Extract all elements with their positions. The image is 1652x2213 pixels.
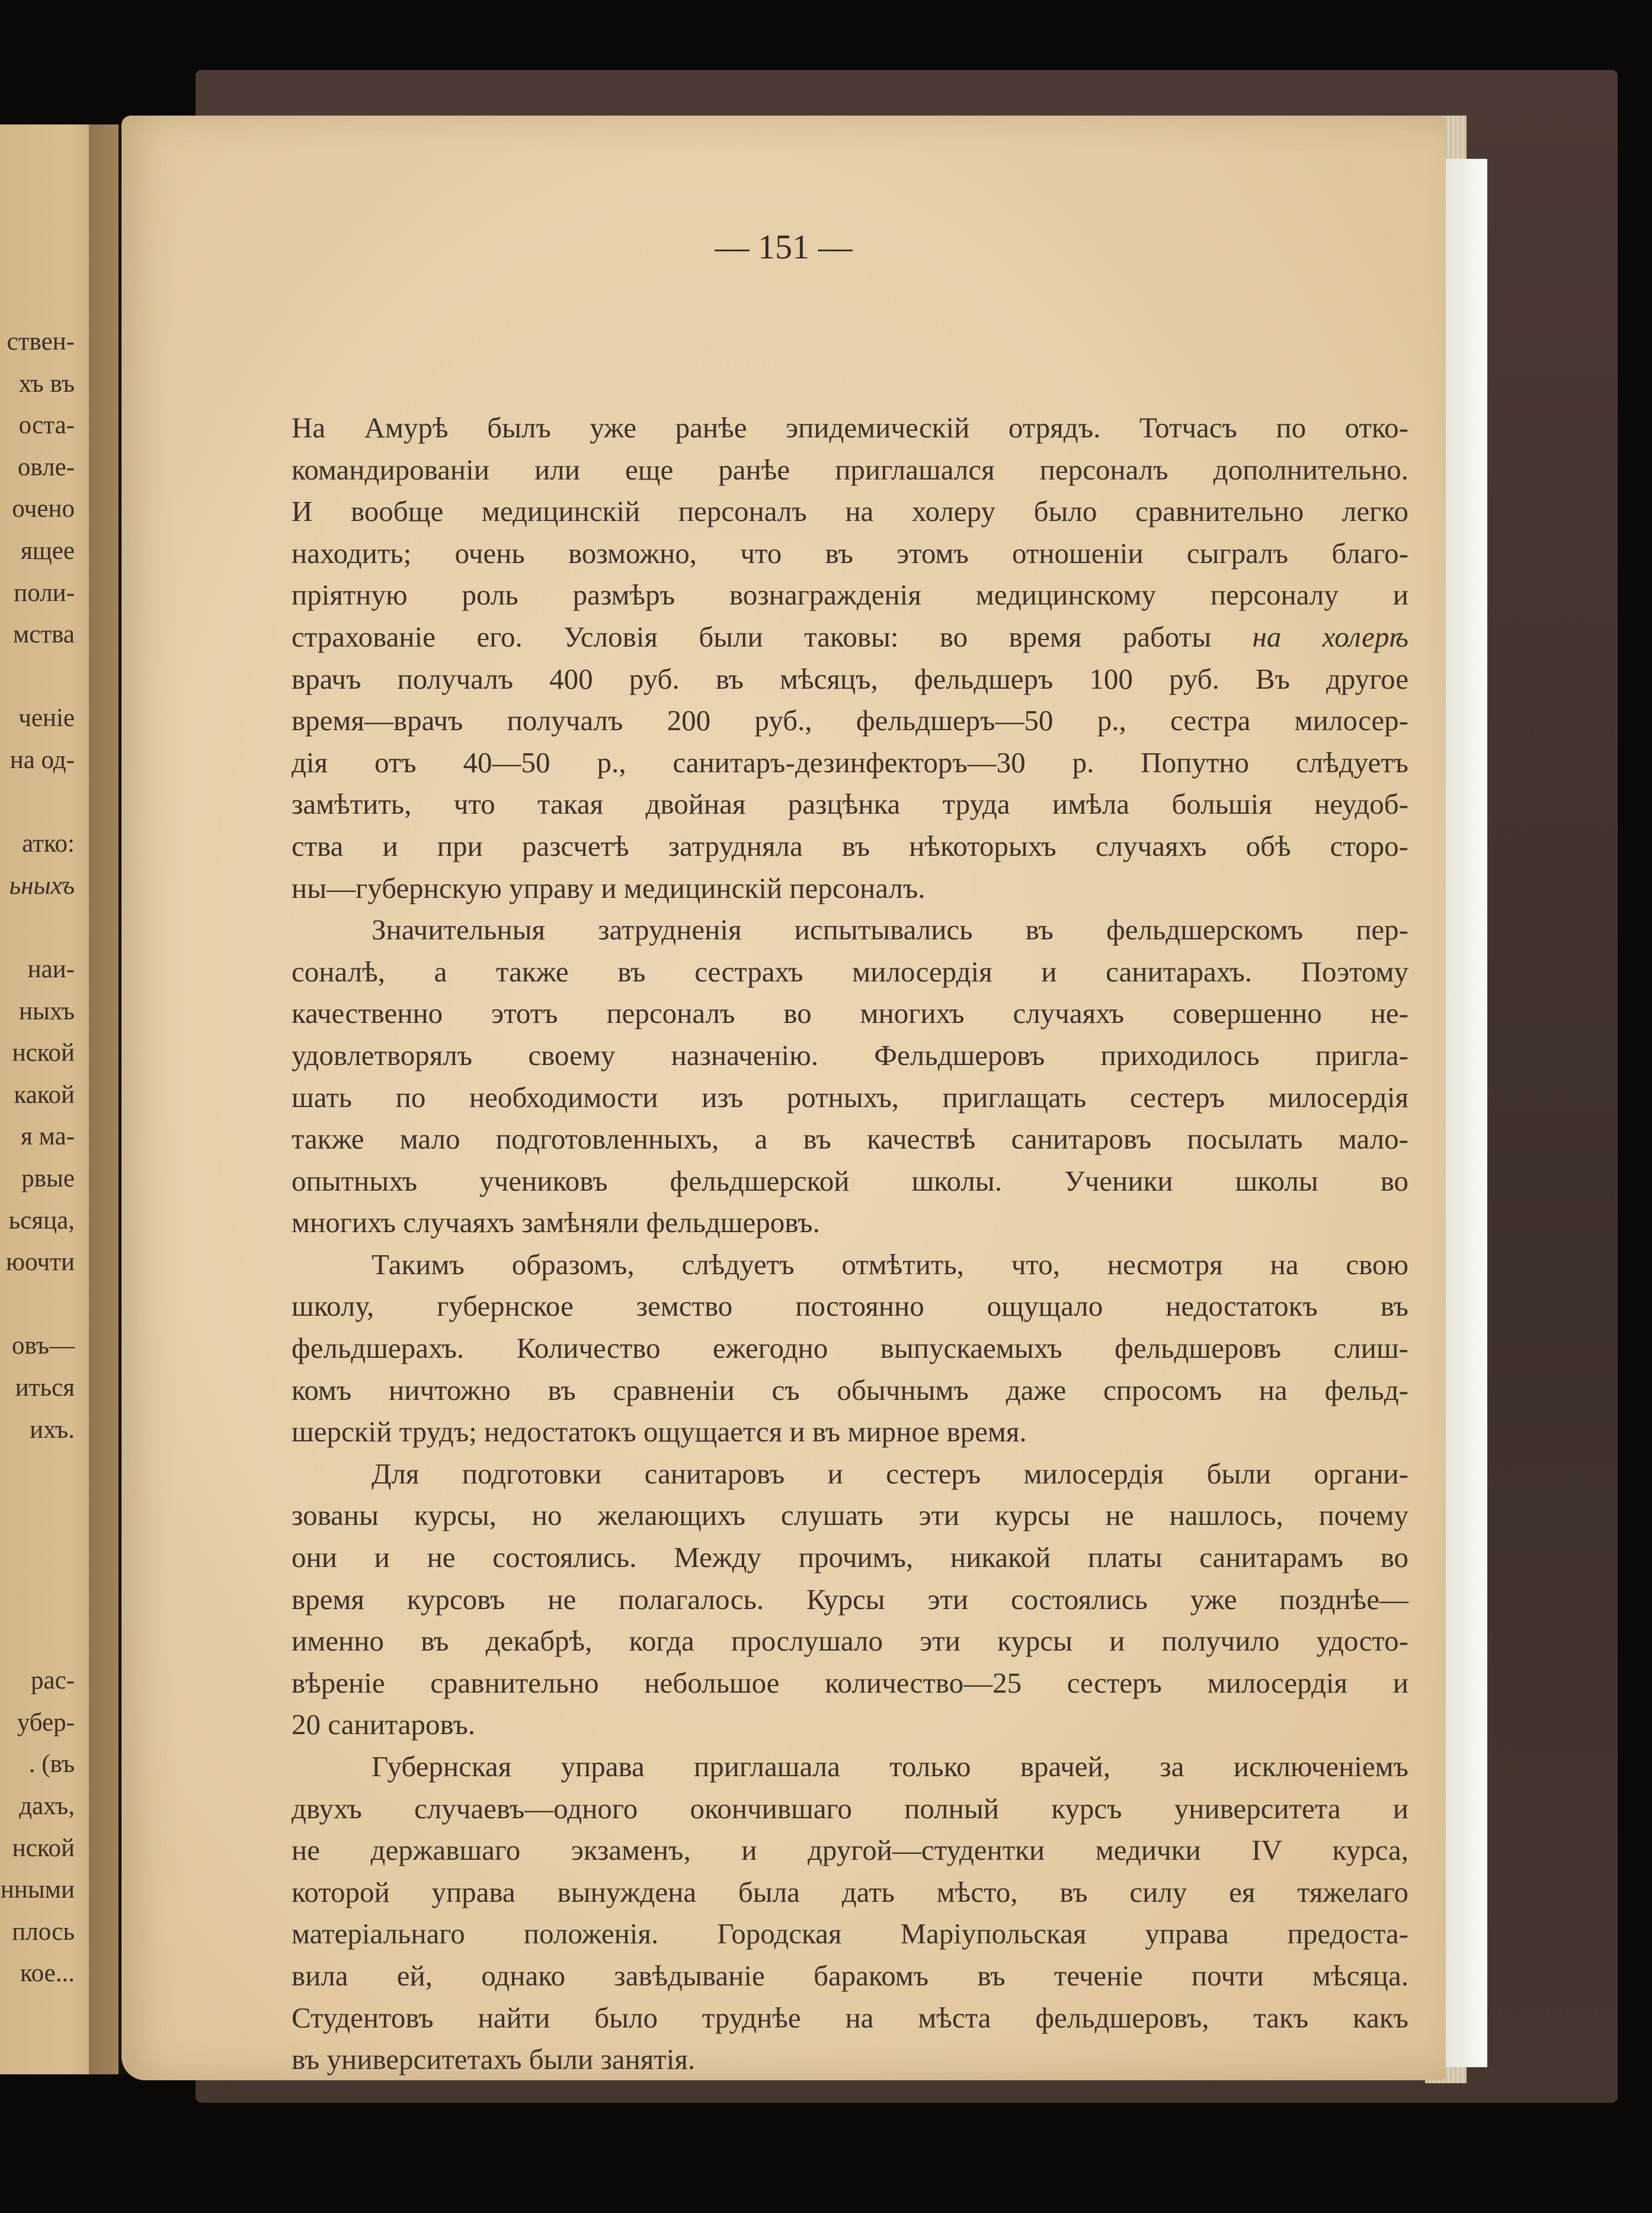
left-page-fragment: я ма- bbox=[21, 1123, 75, 1151]
text-line: На Амурѣ былъ уже ранѣе эпидемическій отрядъ. Тотчасъ по отко- bbox=[292, 411, 1408, 444]
text-line: двухъ случаевъ—одного окончившаго полный курсъ университета и bbox=[292, 1792, 1408, 1825]
left-page-fragment: ныхъ bbox=[19, 997, 75, 1025]
left-page-fragment: ьсяца, bbox=[8, 1206, 75, 1235]
book-page bbox=[121, 116, 1446, 2080]
left-page-fragment: ченіе bbox=[18, 704, 75, 733]
left-page-fragment: на од- bbox=[9, 746, 75, 774]
text-line: командированіи или еще ранѣе приглашался персоналъ дополнительно. bbox=[292, 453, 1408, 486]
left-page-fragment: рвые bbox=[21, 1165, 75, 1192]
italic-run: на холерѣ bbox=[1252, 620, 1409, 653]
paragraph bbox=[292, 1746, 1408, 2081]
text-line: школу, губернское земство постоянно ощущало недостатокъ въ bbox=[292, 1290, 1408, 1323]
left-page-fragment: очено bbox=[12, 495, 75, 523]
left-page-fragment: оста- bbox=[18, 411, 75, 440]
left-page-fragment: нской bbox=[12, 1834, 75, 1862]
text-line: 20 санитаровъ. bbox=[292, 1708, 476, 1741]
left-page-fragment: какой bbox=[14, 1080, 75, 1109]
left-page-fragment: поли- bbox=[14, 578, 75, 607]
text-line: Губернская управа приглашала только врачей, за исключеніемъ bbox=[372, 1750, 1408, 1783]
text-line: они и не состоялись. Между прочимъ, никакой платы санитарамъ во bbox=[292, 1541, 1408, 1574]
text-line: врачъ получалъ 400 руб. въ мѣсяцъ, фельдшеръ 100 руб. Въ другое bbox=[292, 662, 1408, 695]
page-number: — 151 — bbox=[715, 228, 853, 266]
left-page-fragment: атко: bbox=[22, 830, 75, 858]
text-line: ства и при разсчетѣ затрудняла въ нѣкоторыхъ случаяхъ обѣ сторо- bbox=[292, 829, 1408, 862]
text-line: зованы курсы, но желающихъ слушать эти курсы не нашлось, почему bbox=[292, 1499, 1408, 1532]
left-page-fragment: овле- bbox=[17, 453, 75, 481]
text-line: Для подготовки санитаровъ и сестеръ милосердія были органи- bbox=[372, 1457, 1408, 1490]
text-line: Значительныя затрудненія испытывались въ фельдшерскомъ пер- bbox=[372, 913, 1408, 946]
text-line: замѣтить, что такая двойная разцѣнка труда имѣла большія неудоб- bbox=[292, 788, 1408, 821]
text-line: также мало подготовленныхъ, а въ качествѣ санитаровъ посылать мало- bbox=[292, 1123, 1408, 1156]
text-line: время—врачъ получалъ 200 руб., фельдшеръ—50 р., сестра милосер- bbox=[292, 704, 1408, 737]
flyleaf bbox=[1446, 159, 1487, 2067]
text-line: вила ей, однако завѣдываніе баракомъ въ теченіе почти мѣсяца. bbox=[292, 1959, 1408, 1992]
left-page-fragment: овъ— bbox=[12, 1332, 75, 1360]
left-page-fragment: юочти bbox=[6, 1248, 75, 1277]
text-line: не державшаго экзаменъ, и другой—студентки медички IV курса, bbox=[292, 1834, 1408, 1867]
text-line: фельдшерахъ. Количество ежегодно выпускаемыхъ фельдшеровъ слиш- bbox=[292, 1332, 1408, 1365]
text-line: опытныхъ учениковъ фельдшерской школы. Ученики школы во bbox=[292, 1164, 1408, 1197]
left-page-fragment: плось bbox=[12, 1917, 75, 1946]
text-line: Такимъ образомъ, слѣдуетъ отмѣтить, что, несмотря на свою bbox=[372, 1248, 1408, 1281]
left-page-fragment: нской bbox=[12, 1039, 75, 1067]
left-page-fragment: ящее bbox=[20, 537, 75, 565]
paragraph bbox=[292, 909, 1408, 1244]
text-line bbox=[292, 616, 1408, 658]
text-line: въ университетахъ были занятія. bbox=[292, 2043, 696, 2076]
text-line: дія отъ 40—50 р., санитаръ-дезинфекторъ—30 р. Попутно слѣдуетъ bbox=[292, 746, 1408, 779]
left-page-fragment: мства bbox=[13, 621, 75, 649]
left-page-fragment: иться bbox=[15, 1374, 75, 1402]
text-line: которой управа вынуждена была дать мѣсто, въ силу ея тяжелаго bbox=[292, 1875, 1408, 1908]
left-page-fragment: ихъ. bbox=[30, 1415, 75, 1444]
left-page-fragment: кое... bbox=[20, 1959, 75, 1988]
text-line: шерскій трудъ; недостатокъ ощущается и въ мирное время. bbox=[292, 1415, 1027, 1448]
paragraph bbox=[292, 1244, 1408, 1453]
left-page-fragment: нными bbox=[0, 1876, 75, 1904]
text-line: качественно этотъ персоналъ во многихъ случаяхъ совершенно не- bbox=[292, 997, 1408, 1030]
left-page-fragment: убер- bbox=[17, 1708, 75, 1736]
left-page-fragment: . (въ bbox=[28, 1750, 75, 1779]
left-page-fragment: ьныхъ bbox=[9, 871, 75, 900]
left-page-fragment: дахъ, bbox=[19, 1792, 75, 1820]
text-line: ны—губернскую управу и медицинскій персоналъ. bbox=[292, 871, 926, 904]
left-page-fragment: ствен- bbox=[7, 328, 75, 356]
left-page-fragment: наи- bbox=[27, 955, 75, 983]
text-line: находить; очень возможно, что въ этомъ отношеніи сыгралъ благо- bbox=[292, 536, 1408, 570]
body-text bbox=[292, 407, 1408, 2081]
text-line: именно въ декабрѣ, когда прослушало эти курсы и получило удосто- bbox=[292, 1624, 1408, 1658]
text-line: комъ ничтожно въ сравненіи съ обычнымъ даже спросомъ на фельд- bbox=[292, 1373, 1408, 1406]
paragraph bbox=[292, 1453, 1408, 1746]
left-page-fragment: рас- bbox=[31, 1667, 75, 1695]
text-line: удовлетворялъ своему назначенію. Фельдшеровъ приходилось пригла- bbox=[292, 1038, 1408, 1072]
text-line: многихъ случаяхъ замѣняли фельдшеровъ. bbox=[292, 1206, 820, 1239]
text-line: шать по необходимости изъ ротныхъ, приглащать сестеръ милосердія bbox=[292, 1080, 1408, 1114]
text-line: время курсовъ не полагалось. Курсы эти состоялись уже позднѣе— bbox=[292, 1582, 1408, 1616]
text-line: пріятную роль размѣръ вознагражденія медицинскому персоналу и bbox=[292, 578, 1408, 612]
text-line: соналѣ, а также въ сестрахъ милосердія и санитарахъ. Поэтому bbox=[292, 955, 1408, 988]
text-line: матеріальнаго положенія. Городская Маріупольская управа предоста- bbox=[292, 1917, 1408, 1950]
text-line: И вообще медицинскій персоналъ на холеру было сравнительно легко bbox=[292, 495, 1408, 528]
left-page-fragment: хъ въ bbox=[18, 369, 75, 398]
text-line: вѣреніе сравнительно небольшое количество—25 сестеръ милосердія и bbox=[292, 1666, 1408, 1699]
text-line: Студентовъ найти было труднѣе на мѣста фельдшеровъ, такъ какъ bbox=[292, 2001, 1408, 2034]
text-run: страхованіе его. Условія были таковы: во время работы bbox=[292, 620, 1253, 653]
paragraph bbox=[292, 407, 1408, 909]
